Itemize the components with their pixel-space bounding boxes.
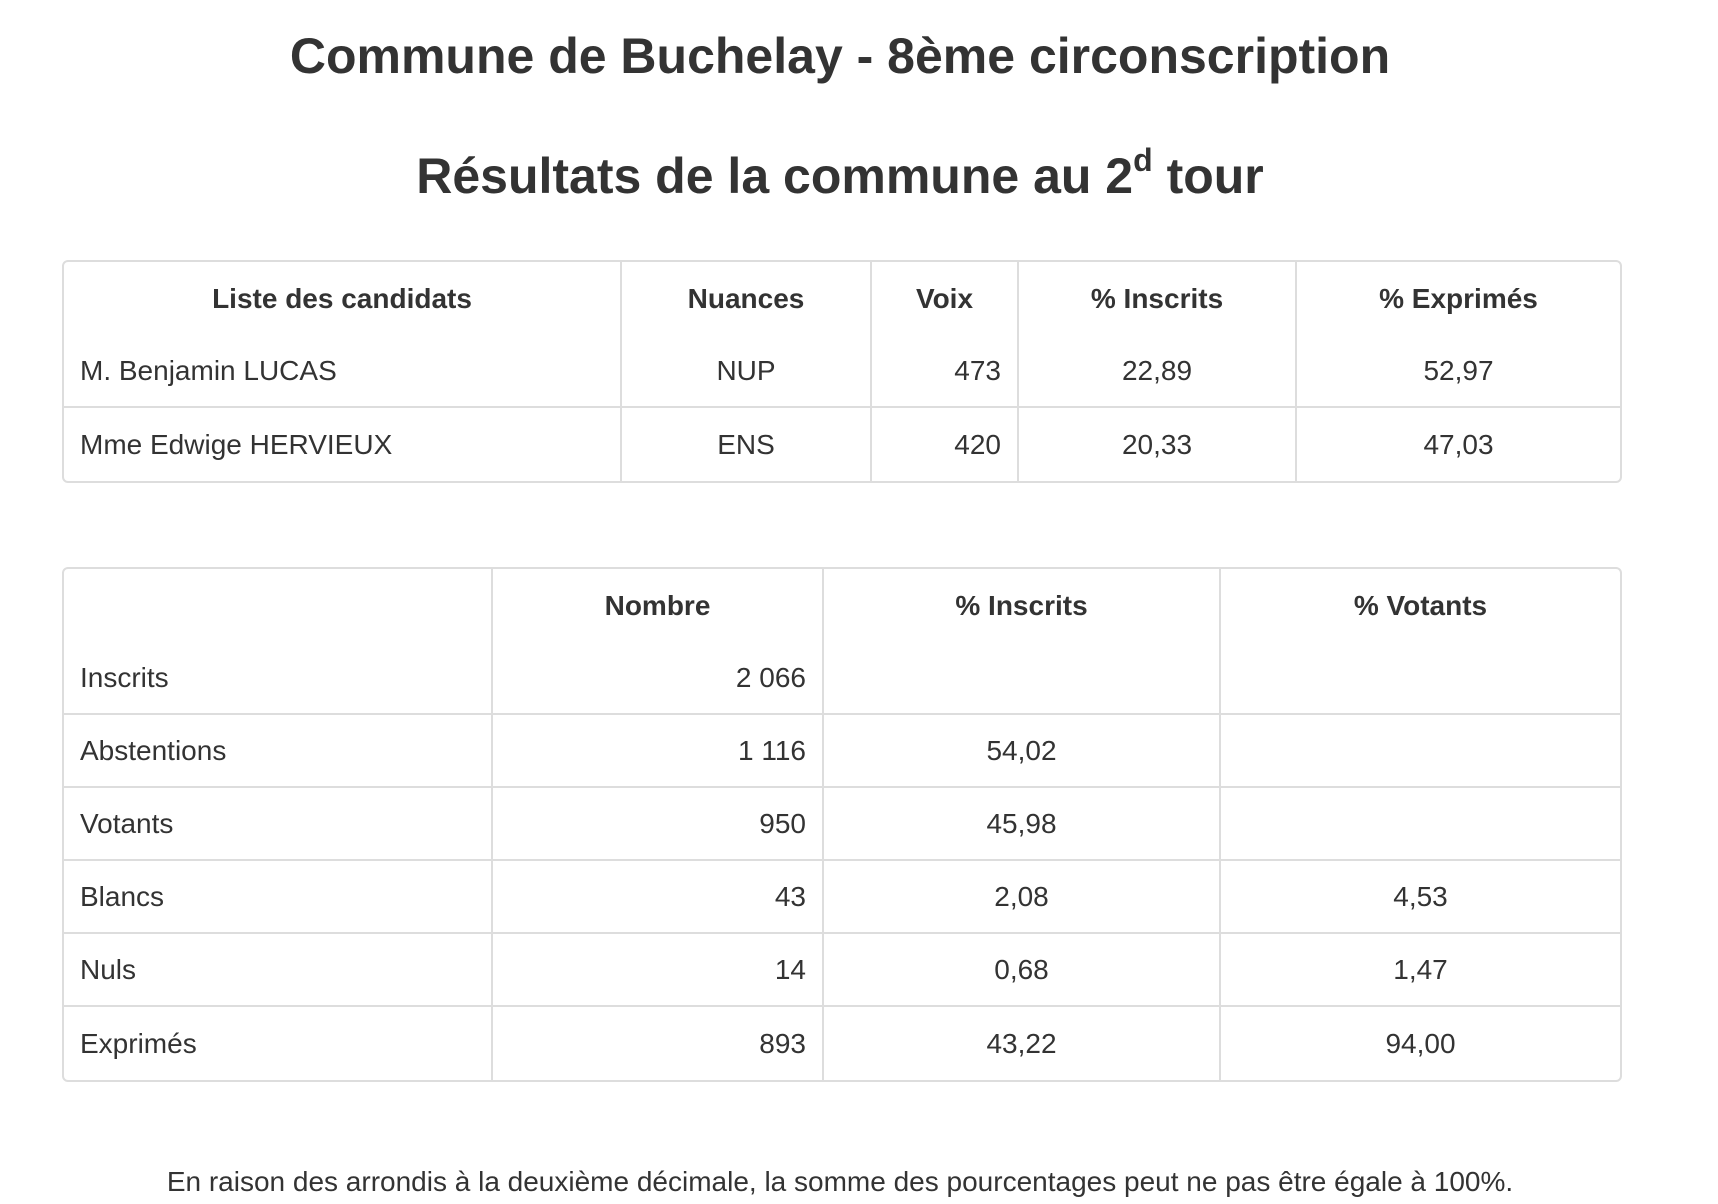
table-row xyxy=(64,861,1620,934)
row-pct-inscrits: 43,22 xyxy=(824,1007,1221,1080)
participation-header-row xyxy=(64,569,1620,642)
row-nombre: 893 xyxy=(493,1007,824,1080)
candidate-name: Mme Edwige HERVIEUX xyxy=(64,408,622,481)
row-label: Exprimés xyxy=(64,1007,493,1080)
page-subtitle xyxy=(0,142,1680,206)
table-row xyxy=(64,934,1620,1007)
row-pct-inscrits: 54,02 xyxy=(824,715,1221,788)
column-header-pct-votants: % Votants xyxy=(1353,589,1488,621)
candidate-pct-exprimes: 47,03 xyxy=(1423,428,1494,460)
row-label: Inscrits xyxy=(64,642,493,715)
table-row xyxy=(64,715,1620,788)
row-label: Blancs xyxy=(64,861,493,934)
row-label: Votants xyxy=(64,788,493,861)
page-title: Commune de Buchelay - 8ème circonscription xyxy=(289,28,1391,84)
candidate-nuance: ENS xyxy=(622,408,872,481)
row-nombre: 1 116 xyxy=(493,715,824,788)
table-row xyxy=(64,335,1620,408)
subtitle-text: Résultats de la commune au 2 xyxy=(416,148,1134,204)
column-header-nombre: Nombre xyxy=(493,569,824,642)
row-pct-votants: 4,53 xyxy=(1221,861,1620,934)
row-label: Nuls xyxy=(64,934,493,1007)
column-header-pct-inscrits: % Inscrits xyxy=(1019,262,1297,335)
table-row xyxy=(64,408,1620,481)
column-header-label xyxy=(64,569,493,642)
candidate-pct-inscrits: 22,89 xyxy=(1019,335,1297,408)
row-nombre: 2 066 xyxy=(493,642,824,715)
candidate-pct-inscrits: 20,33 xyxy=(1019,408,1297,481)
candidate-pct-exprimes: 52,97 xyxy=(1297,335,1620,408)
column-header-pct-inscrits: % Inscrits xyxy=(824,569,1221,642)
candidate-voix: 473 xyxy=(872,335,1019,408)
row-pct-votants xyxy=(1221,715,1620,788)
row-pct-votants: 94,00 xyxy=(1385,1027,1456,1059)
subtitle-text-end: tour xyxy=(1152,148,1264,204)
row-nombre: 950 xyxy=(493,788,824,861)
participation-table xyxy=(62,567,1622,1082)
row-pct-inscrits: 45,98 xyxy=(824,788,1221,861)
rounding-footnote: En raison des arrondis à la deuxième décimale, la somme des pourcentages peut ne pas être égale à 100%. xyxy=(166,1166,1514,1197)
column-header-pct-exprimes: % Exprimés xyxy=(1379,282,1538,314)
column-header-nuances: Nuances xyxy=(622,262,872,335)
candidates-header-row xyxy=(64,262,1620,335)
candidate-nuance: NUP xyxy=(622,335,872,408)
row-nombre: 14 xyxy=(493,934,824,1007)
candidates-table xyxy=(62,260,1622,483)
row-label: Abstentions xyxy=(64,715,493,788)
subtitle-superscript: d xyxy=(1133,142,1153,179)
table-row xyxy=(64,788,1620,861)
row-pct-votants xyxy=(1221,642,1620,715)
column-header-voix: Voix xyxy=(872,262,1019,335)
candidate-name: M. Benjamin LUCAS xyxy=(64,335,622,408)
row-nombre: 43 xyxy=(493,861,824,934)
candidate-voix: 420 xyxy=(872,408,1019,481)
row-pct-inscrits: 0,68 xyxy=(824,934,1221,1007)
column-header-candidates: Liste des candidats xyxy=(64,262,622,335)
table-row xyxy=(64,642,1620,715)
row-pct-votants xyxy=(1221,788,1620,861)
row-pct-inscrits: 2,08 xyxy=(824,861,1221,934)
row-pct-votants: 1,47 xyxy=(1221,934,1620,1007)
row-pct-inscrits xyxy=(824,642,1221,715)
table-row xyxy=(64,1007,1620,1080)
